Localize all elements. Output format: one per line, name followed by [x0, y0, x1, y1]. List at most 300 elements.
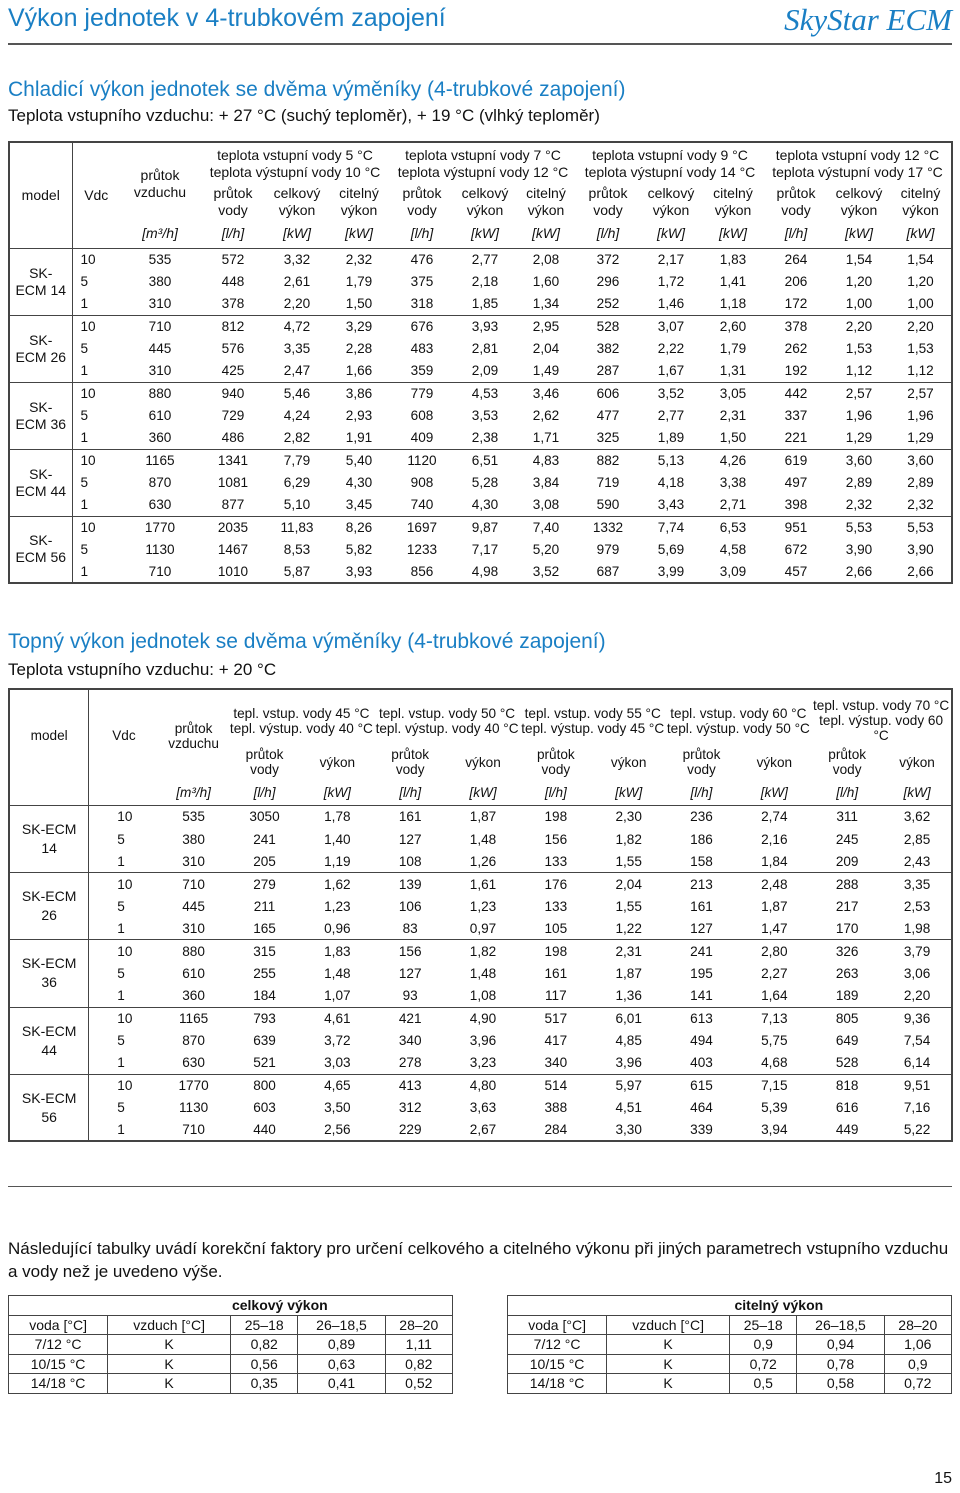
- table-cell: 4,30: [345, 475, 373, 491]
- table-cell: 649: [835, 1033, 859, 1049]
- table-cell: 1,31: [719, 363, 747, 379]
- col-water-flow-header: průtok vody: [682, 747, 721, 777]
- table-cell: 0,5: [730, 1374, 797, 1394]
- table-cell: 1,62: [300, 873, 374, 895]
- table-cell: 979: [596, 542, 620, 557]
- blank-cell: [9, 1296, 108, 1316]
- table-row: [508, 1354, 952, 1374]
- table-cell: 1,85: [471, 296, 499, 312]
- outlet-temp-label: teplota výstupní vody 14 °C: [584, 164, 756, 180]
- table-cell: 3,86: [328, 382, 390, 404]
- table-cell: 1,71: [532, 430, 560, 446]
- vdc-cell: 5: [117, 898, 125, 914]
- table-cell: 1,26: [469, 853, 497, 869]
- table-cell: 5,10: [283, 497, 311, 513]
- table-cell: 1081: [217, 475, 249, 491]
- water-temp-group-header: [666, 689, 812, 743]
- unit-airflow: [m³/h]: [176, 785, 211, 800]
- model-name: SK-ECM 14: [9, 806, 89, 873]
- table-cell: 11,83: [266, 516, 328, 538]
- table-cell: 2,62: [532, 408, 560, 424]
- vdc-cell: 10: [89, 873, 159, 895]
- table-cell: 209: [835, 853, 859, 869]
- table-cell: 800: [229, 1074, 301, 1096]
- table-cell: 6,29: [283, 475, 311, 491]
- table-row: [9, 271, 952, 293]
- vdc-cell: 10: [72, 315, 120, 337]
- heating-table: [8, 688, 953, 1142]
- table-cell: 7,40: [516, 516, 576, 538]
- table-cell: 287: [596, 363, 620, 379]
- table-cell: 388: [544, 1100, 568, 1116]
- table-cell: 4,53: [454, 382, 516, 404]
- table-cell: 4,58: [719, 542, 747, 557]
- table-cell: 156: [544, 831, 568, 847]
- table-cell: 818: [811, 1074, 883, 1096]
- table-cell: 1,82: [446, 940, 520, 962]
- table-cell: 0,78: [797, 1354, 884, 1374]
- table-cell: 382: [596, 341, 620, 357]
- unit-water-flow: [l/h]: [690, 785, 713, 800]
- cooling-heading: Chladicí výkon jednotek se dvěma výměníky (4-trubkové zapojení): [8, 78, 626, 101]
- table-cell: 1130: [178, 1100, 209, 1116]
- table-cell: 221: [784, 430, 808, 446]
- table-cell: 172: [784, 296, 808, 312]
- table-cell: 687: [596, 563, 620, 579]
- correction-column-header: voda [°C]: [508, 1315, 607, 1335]
- vdc-cell: 5: [80, 274, 89, 290]
- table-cell: 1,83: [300, 940, 374, 962]
- cooling-table: [8, 141, 953, 584]
- table-cell: 127: [398, 965, 422, 981]
- outlet-temp-label: tepl. výstup. vody 40 °C: [229, 720, 373, 736]
- col-power-header: výkon: [465, 754, 501, 770]
- table-cell: 1,66: [345, 363, 373, 379]
- water-temp-group-header: [374, 689, 520, 743]
- table-cell: 2,85: [903, 831, 931, 847]
- table-cell: 2,57: [890, 382, 952, 404]
- page-title: Výkon jednotek v 4-trubkovém zapojení: [8, 4, 446, 32]
- table-cell: 340: [544, 1055, 568, 1071]
- table-cell: 2,22: [657, 341, 685, 357]
- table-cell: 2,77: [454, 249, 516, 271]
- table-cell: 93: [402, 988, 418, 1004]
- outlet-temp-label: teplota výstupní vody 10 °C: [209, 164, 381, 180]
- table-cell: 2,89: [907, 475, 934, 491]
- table-cell: 1,00: [845, 296, 873, 312]
- table-cell: 793: [229, 1007, 301, 1029]
- table-cell: 2,57: [828, 382, 890, 404]
- table-cell: 380: [182, 831, 205, 847]
- outlet-temp-label: teplota výstupní vody 17 °C: [772, 164, 943, 180]
- table-cell: 4,24: [283, 408, 311, 424]
- section-divider: [8, 1186, 952, 1187]
- table-cell: 2,93: [345, 408, 373, 424]
- table-row: [9, 561, 952, 583]
- table-cell: 2035: [200, 516, 266, 538]
- table-cell: 1,23: [324, 898, 351, 914]
- col-water-flow-header: průtok vody: [245, 747, 284, 777]
- vdc-cell: 1: [80, 363, 89, 379]
- col-water-flow-header: průtok vody: [828, 747, 867, 777]
- table-row: [9, 293, 952, 315]
- table-cell: 9,87: [454, 516, 516, 538]
- unit-kw: [kW]: [906, 225, 935, 241]
- table-cell: 245: [835, 831, 859, 847]
- table-cell: 378: [764, 315, 828, 337]
- table-cell: 856: [410, 563, 434, 579]
- table-cell: 105: [544, 920, 568, 936]
- table-cell: K: [607, 1354, 730, 1374]
- table-cell: 1341: [200, 449, 266, 471]
- table-cell: 457: [784, 563, 808, 579]
- table-cell: 0,9: [884, 1354, 951, 1374]
- table-cell: 870: [182, 1033, 205, 1049]
- table-cell: 5,97: [592, 1074, 666, 1096]
- table-cell: 3,60: [890, 449, 952, 471]
- table-cell: 3,45: [345, 497, 373, 513]
- correction-column-header: 25–18: [730, 1315, 797, 1335]
- vdc-cell: 1: [117, 920, 125, 936]
- table-cell: 1,29: [845, 430, 873, 446]
- col-water-flow-header: průtok vody: [776, 185, 816, 218]
- table-cell: 3,62: [883, 806, 952, 828]
- table-cell: 1770: [159, 1074, 229, 1096]
- table-cell: 337: [784, 408, 808, 424]
- vdc-cell: 10: [89, 806, 159, 828]
- table-cell: 1,34: [532, 296, 560, 312]
- table-cell: 284: [544, 1122, 568, 1138]
- table-cell: 880: [159, 940, 229, 962]
- water-temp-group-header: [520, 689, 666, 743]
- table-cell: 517: [520, 1007, 592, 1029]
- table-cell: 5,69: [657, 542, 685, 557]
- table-cell: 176: [520, 873, 592, 895]
- table-cell: 4,18: [657, 475, 685, 491]
- unit-kw: [kW]: [471, 225, 499, 241]
- table-cell: 1,60: [532, 274, 560, 290]
- col-power-header: výkon: [899, 754, 935, 770]
- table-cell: 398: [784, 497, 808, 513]
- table-cell: 10/15 °C: [9, 1354, 108, 1374]
- table-cell: 1,40: [324, 831, 351, 847]
- table-cell: 1,53: [907, 341, 934, 357]
- table-cell: 1165: [159, 1007, 229, 1029]
- table-cell: 464: [690, 1100, 713, 1116]
- table-cell: 3,29: [328, 315, 390, 337]
- table-cell: 1,83: [702, 249, 764, 271]
- table-cell: 5,53: [828, 516, 890, 538]
- table-cell: 951: [764, 516, 828, 538]
- unit-kw: [kW]: [323, 785, 351, 800]
- table-cell: 2,32: [845, 497, 873, 513]
- inlet-temp-label: tepl. vstup. vody 70 °C: [813, 698, 950, 713]
- table-cell: 213: [666, 873, 738, 895]
- table-cell: 4,30: [471, 497, 499, 513]
- water-temp-group-header: [200, 142, 390, 181]
- table-cell: 106: [398, 898, 422, 914]
- table-row: [9, 405, 952, 427]
- table-cell: 1,23: [469, 898, 497, 914]
- table-cell: 3,52: [640, 382, 702, 404]
- correction-table-title: celkový výkon: [231, 1297, 328, 1314]
- table-cell: 2,31: [592, 940, 666, 962]
- table-cell: 1,67: [657, 363, 685, 379]
- table-cell: 326: [811, 940, 883, 962]
- cooling-subheading: Teplota vstupního vzduchu: + 27 °C (suchý teploměr), + 19 °C (vlhký teploměr): [8, 106, 600, 125]
- table-cell: 375: [410, 274, 434, 290]
- unit-water-flow: [l/h]: [399, 785, 422, 800]
- col-total-power-header: celkový výkon: [273, 185, 321, 218]
- table-row: [9, 917, 952, 939]
- col-water-flow-header: průtok vody: [588, 185, 628, 218]
- table-cell: 3,05: [702, 382, 764, 404]
- table-cell: 2,32: [328, 249, 390, 271]
- table-cell: 719: [596, 475, 620, 491]
- table-cell: 7,16: [903, 1100, 931, 1116]
- table-cell: 449: [835, 1122, 859, 1138]
- unit-kw: [kW]: [657, 225, 685, 241]
- table-cell: 1,29: [907, 430, 934, 446]
- table-row: [9, 895, 952, 917]
- table-cell: 2,16: [761, 831, 788, 847]
- page-number: 15: [934, 1470, 952, 1487]
- table-cell: 2,30: [592, 806, 666, 828]
- table-cell: 4,26: [702, 449, 764, 471]
- table-cell: 217: [835, 898, 859, 914]
- table-cell: 1,78: [300, 806, 374, 828]
- vdc-cell: 10: [72, 382, 120, 404]
- table-cell: 2,66: [845, 563, 873, 579]
- table-cell: 9,51: [883, 1074, 952, 1096]
- table-cell: 3,90: [845, 542, 873, 557]
- table-cell: 4,72: [266, 315, 328, 337]
- table-cell: 133: [544, 853, 568, 869]
- table-cell: K: [607, 1374, 730, 1394]
- table-cell: 483: [410, 341, 434, 357]
- table-row: [9, 806, 952, 828]
- water-temp-group-header: [390, 142, 576, 181]
- table-cell: 445: [182, 898, 205, 914]
- table-cell: 448: [221, 274, 245, 290]
- table-cell: 0,72: [884, 1374, 951, 1394]
- table-cell: 3,96: [615, 1055, 642, 1071]
- table-cell: 1,48: [469, 965, 497, 981]
- table-cell: 5,87: [283, 563, 311, 579]
- table-cell: 339: [690, 1122, 713, 1138]
- table-cell: 1,87: [615, 965, 642, 981]
- model-name: SK-ECM 36: [9, 940, 89, 1007]
- table-cell: 8,26: [328, 516, 390, 538]
- table-cell: 2,32: [907, 497, 934, 513]
- table-cell: 241: [253, 831, 276, 847]
- model-name: SK-ECM 26: [9, 873, 89, 940]
- table-cell: 0,94: [797, 1335, 884, 1355]
- blank-cell: [508, 1296, 607, 1316]
- col-sensible-power-header: citelný výkon: [713, 185, 753, 218]
- vdc-cell: 5: [117, 965, 125, 981]
- col-model-header: model: [9, 142, 72, 249]
- table-cell: 3,90: [907, 542, 934, 557]
- table-cell: 1467: [217, 542, 249, 557]
- table-cell: 4,65: [300, 1074, 374, 1096]
- table-cell: 310: [182, 853, 205, 869]
- table-cell: 2,71: [719, 497, 747, 513]
- table-row: [9, 427, 952, 449]
- vdc-cell: 1: [117, 1122, 125, 1138]
- table-cell: 3,72: [324, 1033, 351, 1049]
- table-cell: 494: [690, 1033, 713, 1049]
- table-cell: 1,54: [890, 249, 952, 271]
- table-cell: 576: [221, 341, 245, 357]
- table-cell: 206: [784, 274, 808, 290]
- table-cell: 264: [764, 249, 828, 271]
- table-cell: 613: [666, 1007, 738, 1029]
- table-cell: 3,46: [516, 382, 576, 404]
- water-temp-group-header: [576, 142, 764, 181]
- table-cell: 1,64: [761, 988, 788, 1004]
- table-cell: 8,53: [283, 542, 311, 557]
- col-sensible-power-header: citelný výkon: [339, 185, 379, 218]
- table-cell: 6,14: [903, 1055, 931, 1071]
- table-cell: 189: [835, 988, 859, 1004]
- table-cell: 7,13: [737, 1007, 811, 1029]
- table-cell: 9,36: [883, 1007, 952, 1029]
- table-row: [9, 315, 952, 337]
- table-cell: 3,08: [532, 497, 560, 513]
- table-cell: 1,54: [828, 249, 890, 271]
- table-cell: 572: [200, 249, 266, 271]
- table-cell: 1,61: [446, 873, 520, 895]
- table-cell: 1,79: [345, 274, 373, 290]
- table-cell: 0,52: [385, 1374, 452, 1394]
- table-cell: 2,28: [345, 341, 373, 357]
- table-cell: 3,30: [615, 1122, 642, 1138]
- outlet-temp-label: tepl. výstup. vody 40 °C: [375, 720, 519, 736]
- table-cell: 10/15 °C: [508, 1354, 607, 1374]
- table-cell: 486: [221, 430, 245, 446]
- unit-water-flow: [l/h]: [596, 225, 620, 241]
- table-cell: 1,96: [845, 408, 873, 424]
- correction-column-header: 25–18: [231, 1315, 298, 1335]
- table-cell: 2,48: [737, 873, 811, 895]
- table-cell: 2,18: [471, 274, 499, 290]
- table-cell: 535: [120, 249, 200, 271]
- table-cell: 139: [374, 873, 446, 895]
- model-name: SK-ECM 44: [9, 449, 72, 516]
- table-cell: 729: [221, 408, 245, 424]
- table-cell: 608: [410, 408, 434, 424]
- table-cell: 3050: [229, 806, 301, 828]
- vdc-cell: 1: [80, 430, 89, 446]
- table-cell: 1,06: [884, 1335, 951, 1355]
- table-cell: 497: [784, 475, 808, 491]
- vdc-cell: 1: [117, 988, 125, 1004]
- table-cell: K: [108, 1374, 231, 1394]
- table-cell: 2,04: [532, 341, 560, 357]
- table-cell: 1233: [406, 542, 438, 557]
- table-cell: 0,35: [231, 1374, 298, 1394]
- table-cell: 0,72: [730, 1354, 797, 1374]
- vdc-cell: 5: [80, 408, 89, 424]
- table-cell: 606: [576, 382, 640, 404]
- table-cell: 3,43: [657, 497, 685, 513]
- table-cell: 528: [835, 1055, 859, 1071]
- correction-column-header: 28–20: [884, 1315, 951, 1335]
- table-cell: 3,93: [345, 563, 373, 579]
- unit-kw: [kW]: [615, 785, 643, 800]
- outlet-temp-label: tepl. výstup. vody 45 °C: [521, 720, 665, 736]
- correction-total-table: [8, 1295, 453, 1394]
- table-cell: 2,80: [737, 940, 811, 962]
- table-cell: 4,98: [471, 563, 499, 579]
- correction-note: Následující tabulky uvádí korekční faktory pro určení celkového a citelného výkonu při jiných parametrech vstupního vzduchu a vody než je uvedeno výše.: [8, 1239, 949, 1281]
- table-cell: 6,51: [454, 449, 516, 471]
- table-row: [9, 338, 952, 360]
- unit-kw: [kW]: [719, 225, 747, 241]
- blank-cell: [9, 781, 89, 806]
- col-sensible-power-header: citelný výkon: [900, 185, 941, 218]
- table-cell: 2,38: [471, 430, 499, 446]
- table-cell: 3,63: [469, 1100, 497, 1116]
- table-cell: 2,31: [719, 408, 747, 424]
- table-cell: 241: [666, 940, 738, 962]
- table-row: [9, 471, 952, 493]
- vdc-cell: 10: [72, 449, 120, 471]
- table-cell: 1,20: [845, 274, 873, 290]
- table-cell: 639: [253, 1033, 276, 1049]
- table-cell: 195: [690, 965, 713, 981]
- table-cell: 2,56: [324, 1122, 351, 1138]
- table-cell: 7,17: [471, 542, 499, 557]
- table-cell: 630: [148, 497, 172, 513]
- table-cell: 0,9: [730, 1335, 797, 1355]
- table-cell: 5,20: [532, 542, 560, 557]
- table-cell: 805: [811, 1007, 883, 1029]
- table-cell: 3,84: [532, 475, 560, 491]
- table-cell: 3,35: [883, 873, 952, 895]
- table-cell: 440: [253, 1122, 276, 1138]
- vdc-cell: 5: [117, 1033, 125, 1049]
- table-cell: 1,55: [615, 898, 642, 914]
- vdc-cell: 1: [80, 497, 89, 513]
- col-total-power-header: celkový výkon: [647, 185, 695, 218]
- table-cell: 1,41: [719, 274, 747, 290]
- table-cell: 1,07: [324, 988, 351, 1004]
- table-cell: 2,20: [903, 988, 931, 1004]
- table-cell: 445: [148, 341, 172, 357]
- table-cell: 4,90: [446, 1007, 520, 1029]
- table-cell: 1,84: [761, 853, 788, 869]
- table-cell: 3,07: [640, 315, 702, 337]
- table-cell: 1,48: [469, 831, 497, 847]
- table-cell: 779: [390, 382, 454, 404]
- table-cell: 1,98: [903, 920, 931, 936]
- table-cell: 2,82: [283, 430, 311, 446]
- vdc-cell: 1: [80, 296, 89, 312]
- table-row: [9, 940, 952, 962]
- table-cell: 3,93: [454, 315, 516, 337]
- table-cell: 1,47: [761, 920, 788, 936]
- table-cell: 2,17: [640, 249, 702, 271]
- table-cell: 318: [410, 296, 434, 312]
- table-cell: 4,68: [761, 1055, 788, 1071]
- table-cell: 161: [690, 898, 713, 914]
- col-water-flow-header: průtok vody: [402, 185, 442, 218]
- table-cell: 630: [182, 1055, 205, 1071]
- table-cell: 514: [520, 1074, 592, 1096]
- model-name: SK-ECM 56: [9, 1074, 89, 1141]
